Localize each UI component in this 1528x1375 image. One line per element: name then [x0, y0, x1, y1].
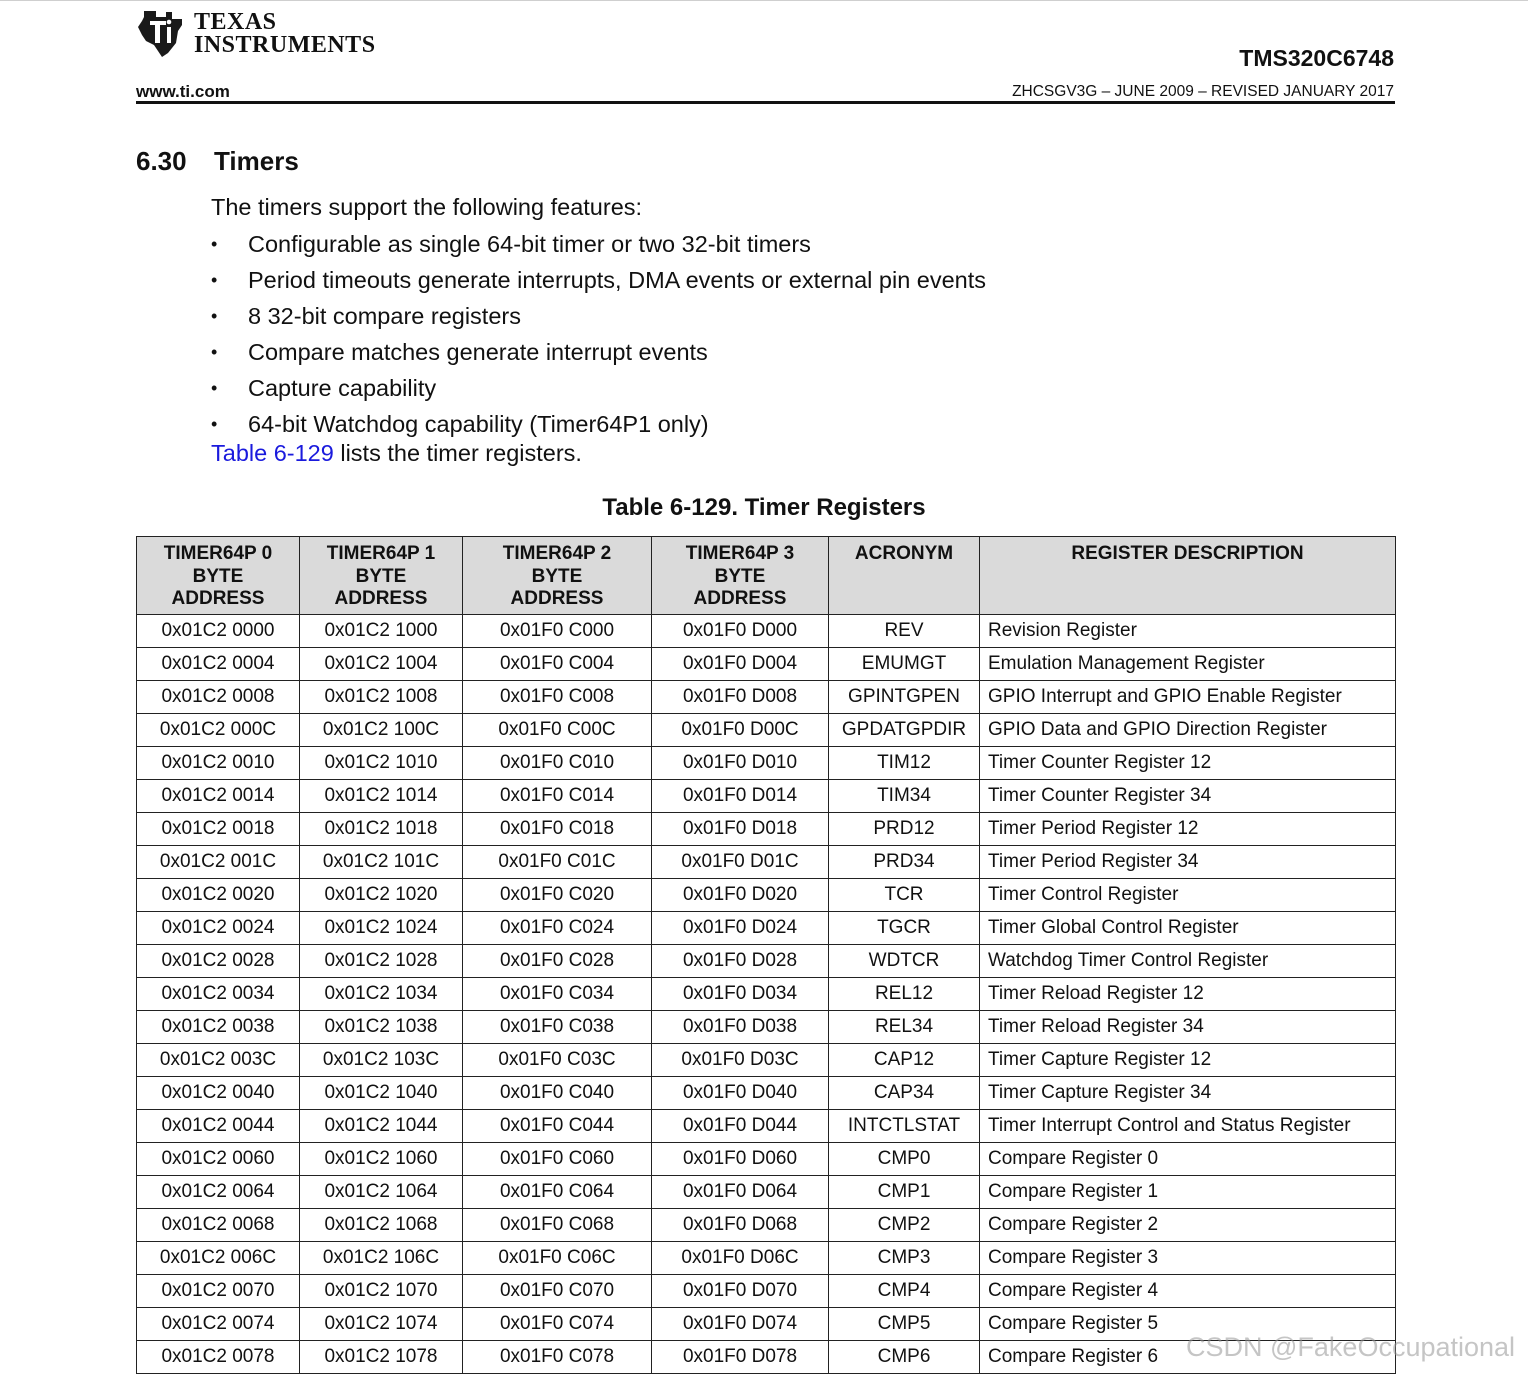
description-cell: Timer Control Register — [980, 879, 1396, 912]
timer0-address-cell: 0x01C2 000C — [137, 714, 300, 747]
description-cell: Timer Reload Register 12 — [980, 978, 1396, 1011]
acronym-cell: PRD12 — [829, 813, 980, 846]
acronym-cell: EMUMGT — [829, 648, 980, 681]
table-row — [137, 1011, 1396, 1044]
description-cell: Compare Register 6 — [980, 1341, 1396, 1374]
timer3-address-cell: 0x01F0 D040 — [652, 1077, 829, 1110]
timer3-address-cell: 0x01F0 D064 — [652, 1176, 829, 1209]
timer2-address-cell: 0x01F0 C034 — [463, 978, 652, 1011]
timer1-address-cell: 0x01C2 1068 — [300, 1209, 463, 1242]
table-row — [137, 912, 1396, 945]
acronym-cell: GPINTGPEN — [829, 681, 980, 714]
timer1-address-cell: 0x01C2 1074 — [300, 1308, 463, 1341]
timer3-address-cell: 0x01F0 D00C — [652, 714, 829, 747]
timer0-address-cell: 0x01C2 0004 — [137, 648, 300, 681]
timer1-address-cell: 0x01C2 1044 — [300, 1110, 463, 1143]
timer-registers-table — [136, 536, 1396, 1374]
acronym-cell: TIM12 — [829, 747, 980, 780]
acronym-cell: WDTCR — [829, 945, 980, 978]
table-row — [137, 1275, 1396, 1308]
acronym-cell: TGCR — [829, 912, 980, 945]
table-row — [137, 615, 1396, 648]
description-cell: Timer Counter Register 34 — [980, 780, 1396, 813]
ti-logo — [136, 6, 376, 62]
bullet-glyph: • — [211, 378, 218, 398]
table-row — [137, 1242, 1396, 1275]
acronym-cell: CMP1 — [829, 1176, 980, 1209]
timer1-address-cell: 0x01C2 1060 — [300, 1143, 463, 1176]
timer0-address-cell: 0x01C2 0020 — [137, 879, 300, 912]
table-row — [137, 780, 1396, 813]
timer1-address-cell: 0x01C2 1000 — [300, 615, 463, 648]
acronym-cell: TIM34 — [829, 780, 980, 813]
header-acronym: ACRONYM — [829, 537, 980, 615]
timer0-address-cell: 0x01C2 0008 — [137, 681, 300, 714]
bullet-glyph: • — [211, 234, 218, 254]
description-cell: Timer Reload Register 34 — [980, 1011, 1396, 1044]
document-title: TMS320C6748 — [1239, 45, 1394, 71]
description-cell: GPIO Interrupt and GPIO Enable Register — [980, 681, 1396, 714]
description-cell: Compare Register 3 — [980, 1242, 1396, 1275]
timer2-address-cell: 0x01F0 C068 — [463, 1209, 652, 1242]
timer3-address-cell: 0x01F0 D038 — [652, 1011, 829, 1044]
list-item — [211, 302, 986, 338]
timer3-address-cell: 0x01F0 D078 — [652, 1341, 829, 1374]
timer3-address-cell: 0x01F0 D034 — [652, 978, 829, 1011]
timer3-address-cell: 0x01F0 D070 — [652, 1275, 829, 1308]
table-row — [137, 879, 1396, 912]
timer3-address-cell: 0x01F0 D028 — [652, 945, 829, 978]
bullet-glyph: • — [211, 342, 218, 362]
timer2-address-cell: 0x01F0 C014 — [463, 780, 652, 813]
timer3-address-cell: 0x01F0 D060 — [652, 1143, 829, 1176]
header-rule — [136, 101, 1395, 104]
timer2-address-cell: 0x01F0 C00C — [463, 714, 652, 747]
timer2-address-cell: 0x01F0 C03C — [463, 1044, 652, 1077]
timer1-address-cell: 0x01C2 103C — [300, 1044, 463, 1077]
timer2-address-cell: 0x01F0 C018 — [463, 813, 652, 846]
feature-text: Period timeouts generate interrupts, DMA events or external pin events — [248, 267, 987, 293]
feature-text: Compare matches generate interrupt events — [248, 339, 708, 365]
feature-text: Capture capability — [248, 375, 437, 401]
acronym-cell: CMP0 — [829, 1143, 980, 1176]
description-cell: Timer Capture Register 34 — [980, 1077, 1396, 1110]
description-cell: Revision Register — [980, 615, 1396, 648]
table-header-row — [137, 537, 1396, 615]
timer0-address-cell: 0x01C2 0064 — [137, 1176, 300, 1209]
timer1-address-cell: 0x01C2 1070 — [300, 1275, 463, 1308]
table-row — [137, 1077, 1396, 1110]
acronym-cell: REL34 — [829, 1011, 980, 1044]
timer1-address-cell: 0x01C2 1004 — [300, 648, 463, 681]
acronym-cell: INTCTLSTAT — [829, 1110, 980, 1143]
acronym-cell: CMP4 — [829, 1275, 980, 1308]
timer1-address-cell: 0x01C2 1038 — [300, 1011, 463, 1044]
timer3-address-cell: 0x01F0 D074 — [652, 1308, 829, 1341]
acronym-cell: TCR — [829, 879, 980, 912]
timer3-address-cell: 0x01F0 D018 — [652, 813, 829, 846]
timer2-address-cell: 0x01F0 C038 — [463, 1011, 652, 1044]
timer1-address-cell: 0x01C2 1028 — [300, 945, 463, 978]
description-cell: Compare Register 2 — [980, 1209, 1396, 1242]
timer1-address-cell: 0x01C2 1020 — [300, 879, 463, 912]
header-timer0: TIMER64P 0 BYTE ADDRESS — [137, 537, 300, 615]
timer2-address-cell: 0x01F0 C024 — [463, 912, 652, 945]
description-cell: Compare Register 5 — [980, 1308, 1396, 1341]
acronym-cell: CMP2 — [829, 1209, 980, 1242]
logo-line1: TEXAS — [194, 9, 277, 35]
timer1-address-cell: 0x01C2 1040 — [300, 1077, 463, 1110]
feature-list — [211, 230, 986, 446]
list-item — [211, 338, 986, 374]
header-timer3: TIMER64P 3 BYTE ADDRESS — [652, 537, 829, 615]
acronym-cell: REL12 — [829, 978, 980, 1011]
table-row — [137, 1209, 1396, 1242]
timer3-address-cell: 0x01F0 D008 — [652, 681, 829, 714]
watermark: CSDN @FakeOccupational — [1186, 1332, 1516, 1362]
timer3-address-cell: 0x01F0 D020 — [652, 879, 829, 912]
description-cell: Emulation Management Register — [980, 648, 1396, 681]
table-row — [137, 714, 1396, 747]
acronym-cell: GPDATGPDIR — [829, 714, 980, 747]
timer0-address-cell: 0x01C2 0014 — [137, 780, 300, 813]
timer3-address-cell: 0x01F0 D06C — [652, 1242, 829, 1275]
table-row — [137, 747, 1396, 780]
table-body — [137, 615, 1396, 1374]
ti-logo-icon — [136, 9, 188, 59]
timer2-address-cell: 0x01F0 C010 — [463, 747, 652, 780]
timer1-address-cell: 0x01C2 1014 — [300, 780, 463, 813]
description-cell: GPIO Data and GPIO Direction Register — [980, 714, 1396, 747]
timer3-address-cell: 0x01F0 D014 — [652, 780, 829, 813]
timer2-address-cell: 0x01F0 C078 — [463, 1341, 652, 1374]
timer0-address-cell: 0x01C2 0060 — [137, 1143, 300, 1176]
timer0-address-cell: 0x01C2 0028 — [137, 945, 300, 978]
timer2-address-cell: 0x01F0 C06C — [463, 1242, 652, 1275]
timer2-address-cell: 0x01F0 C074 — [463, 1308, 652, 1341]
acronym-cell: CMP3 — [829, 1242, 980, 1275]
description-cell: Watchdog Timer Control Register — [980, 945, 1396, 978]
description-cell: Timer Global Control Register — [980, 912, 1396, 945]
timer1-address-cell: 0x01C2 1034 — [300, 978, 463, 1011]
list-item — [211, 374, 986, 410]
description-cell: Compare Register 0 — [980, 1143, 1396, 1176]
section-number: 6.30 — [136, 146, 187, 176]
acronym-cell: CMP5 — [829, 1308, 980, 1341]
timer3-address-cell: 0x01F0 D024 — [652, 912, 829, 945]
timer0-address-cell: 0x01C2 0000 — [137, 615, 300, 648]
timer2-address-cell: 0x01F0 C044 — [463, 1110, 652, 1143]
timer2-address-cell: 0x01F0 C040 — [463, 1077, 652, 1110]
timer0-address-cell: 0x01C2 003C — [137, 1044, 300, 1077]
timer1-address-cell: 0x01C2 106C — [300, 1242, 463, 1275]
acronym-cell: CAP34 — [829, 1077, 980, 1110]
timer2-address-cell: 0x01F0 C004 — [463, 648, 652, 681]
timer2-address-cell: 0x01F0 C028 — [463, 945, 652, 978]
feature-text: 64-bit Watchdog capability (Timer64P1 only) — [248, 411, 709, 437]
description-cell: Timer Period Register 34 — [980, 846, 1396, 879]
description-cell: Compare Register 1 — [980, 1176, 1396, 1209]
timer0-address-cell: 0x01C2 0074 — [137, 1308, 300, 1341]
timer1-address-cell: 0x01C2 1018 — [300, 813, 463, 846]
timer3-address-cell: 0x01F0 D01C — [652, 846, 829, 879]
logo-line2: INSTRUMENTS — [194, 32, 376, 58]
timer2-address-cell: 0x01F0 C064 — [463, 1176, 652, 1209]
timer1-address-cell: 0x01C2 1064 — [300, 1176, 463, 1209]
table-row — [137, 648, 1396, 681]
section-heading — [136, 146, 299, 177]
acronym-cell: PRD34 — [829, 846, 980, 879]
section-title: Timers — [214, 146, 299, 176]
bullet-glyph: • — [211, 306, 218, 326]
timer0-address-cell: 0x01C2 0034 — [137, 978, 300, 1011]
timer3-address-cell: 0x01F0 D010 — [652, 747, 829, 780]
timer1-address-cell: 0x01C2 1010 — [300, 747, 463, 780]
description-cell: Timer Counter Register 12 — [980, 747, 1396, 780]
bullet-glyph: • — [211, 270, 218, 290]
timer1-address-cell: 0x01C2 101C — [300, 846, 463, 879]
timer3-address-cell: 0x01F0 D004 — [652, 648, 829, 681]
timer2-address-cell: 0x01F0 C020 — [463, 879, 652, 912]
table-link[interactable]: Table 6-129 — [211, 440, 334, 466]
timer2-address-cell: 0x01F0 C01C — [463, 846, 652, 879]
timer0-address-cell: 0x01C2 0078 — [137, 1341, 300, 1374]
timer0-address-cell: 0x01C2 0068 — [137, 1209, 300, 1242]
table-row — [137, 813, 1396, 846]
timer2-address-cell: 0x01F0 C008 — [463, 681, 652, 714]
table-row — [137, 1044, 1396, 1077]
acronym-cell: REV — [829, 615, 980, 648]
table-caption: Table 6-129. Timer Registers — [602, 494, 926, 521]
timer1-address-cell: 0x01C2 1078 — [300, 1341, 463, 1374]
timer0-address-cell: 0x01C2 001C — [137, 846, 300, 879]
table-row — [137, 1176, 1396, 1209]
header-timer1: TIMER64P 1 BYTE ADDRESS — [300, 537, 463, 615]
header-description: REGISTER DESCRIPTION — [980, 537, 1396, 615]
table-row — [137, 978, 1396, 1011]
timer0-address-cell: 0x01C2 006C — [137, 1242, 300, 1275]
feature-text: Configurable as single 64-bit timer or two 32-bit timers — [248, 231, 811, 257]
timer3-address-cell: 0x01F0 D068 — [652, 1209, 829, 1242]
table-reference — [211, 440, 582, 467]
list-item — [211, 266, 986, 302]
timer0-address-cell: 0x01C2 0040 — [137, 1077, 300, 1110]
description-cell: Timer Interrupt Control and Status Register — [980, 1110, 1396, 1143]
list-item — [211, 230, 986, 266]
intro-text: The timers support the following features: — [211, 194, 643, 220]
timer1-address-cell: 0x01C2 100C — [300, 714, 463, 747]
timer2-address-cell: 0x01F0 C060 — [463, 1143, 652, 1176]
acronym-cell: CMP6 — [829, 1341, 980, 1374]
description-cell: Timer Capture Register 12 — [980, 1044, 1396, 1077]
timer2-address-cell: 0x01F0 C000 — [463, 615, 652, 648]
table-row — [137, 846, 1396, 879]
table-row — [137, 945, 1396, 978]
timer2-address-cell: 0x01F0 C070 — [463, 1275, 652, 1308]
header-timer2: TIMER64P 2 BYTE ADDRESS — [463, 537, 652, 615]
timer0-address-cell: 0x01C2 0044 — [137, 1110, 300, 1143]
description-cell: Timer Period Register 12 — [980, 813, 1396, 846]
timer3-address-cell: 0x01F0 D03C — [652, 1044, 829, 1077]
document-id: ZHCSGV3G – JUNE 2009 – REVISED JANUARY 2017 — [1012, 83, 1394, 100]
table-reference-text: lists the timer registers. — [333, 440, 582, 466]
timer0-address-cell: 0x01C2 0018 — [137, 813, 300, 846]
table-row — [137, 681, 1396, 714]
table-row — [137, 1110, 1396, 1143]
site-link[interactable]: www.ti.com — [136, 82, 230, 101]
description-cell: Compare Register 4 — [980, 1275, 1396, 1308]
feature-text: 8 32-bit compare registers — [248, 303, 521, 329]
bullet-glyph: • — [211, 414, 218, 434]
top-border — [0, 0, 1528, 1]
timer1-address-cell: 0x01C2 1008 — [300, 681, 463, 714]
acronym-cell: CAP12 — [829, 1044, 980, 1077]
table-row — [137, 1143, 1396, 1176]
timer3-address-cell: 0x01F0 D044 — [652, 1110, 829, 1143]
timer0-address-cell: 0x01C2 0038 — [137, 1011, 300, 1044]
timer1-address-cell: 0x01C2 1024 — [300, 912, 463, 945]
timer3-address-cell: 0x01F0 D000 — [652, 615, 829, 648]
timer0-address-cell: 0x01C2 0024 — [137, 912, 300, 945]
timer0-address-cell: 0x01C2 0010 — [137, 747, 300, 780]
timer0-address-cell: 0x01C2 0070 — [137, 1275, 300, 1308]
